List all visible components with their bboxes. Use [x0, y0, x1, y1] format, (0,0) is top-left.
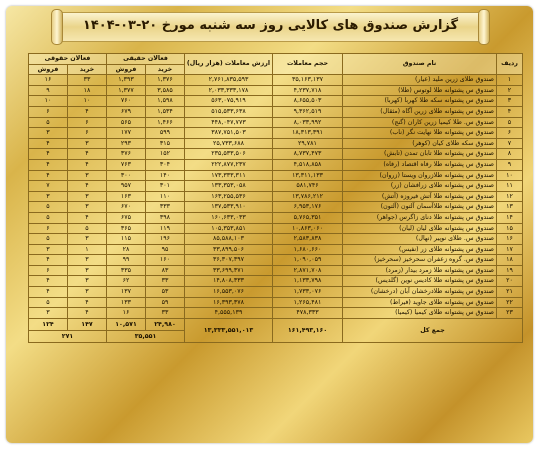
cell-value: ۱۳۷,۵۳۳,۹۱۰ — [185, 202, 273, 213]
cell-real-buy: ۵۹ — [146, 297, 185, 308]
totals-row — [29, 318, 523, 330]
cell-value: ۴۴۸,۰۴۷,۷۷۳ — [185, 117, 273, 128]
cell-legal-sell: ۷ — [29, 181, 68, 192]
cell-real-buy: ۱۹۶ — [146, 234, 185, 245]
total-real-buy: ۲۴,۹۸۰ — [146, 318, 185, 330]
totals-label: جمع کل — [343, 318, 523, 342]
header-legal-traders: فعالان حقوقی — [29, 54, 107, 65]
cell-value: ۲۳۵,۵۳۳,۵۰۶ — [185, 149, 273, 160]
cell-fund-name: صندوق س پشتوانه طلا آتش فیروزه (آتش) — [343, 191, 497, 202]
cell-fund-name: صندوق س پشتوانه طلا دنای زاگرس (جواهر) — [343, 212, 497, 223]
cell-volume: ۱,۲۶۵,۴۸۱ — [273, 297, 343, 308]
cell-legal-buy: ۳ — [68, 138, 107, 149]
table-row — [29, 138, 523, 149]
table-row — [29, 202, 523, 213]
funds-table — [28, 53, 523, 343]
cell-legal-sell: ۴ — [29, 276, 68, 287]
cell-volume: ۴,۲۳۷,۷۱۸ — [273, 85, 343, 96]
cell-legal-buy: ۳ — [68, 255, 107, 266]
table-row — [29, 170, 523, 181]
cell-volume: ۹,۳۶۲,۵۱۹ — [273, 106, 343, 117]
header-real-buy: خرید — [146, 64, 185, 75]
cell-legal-buy: ۵ — [68, 223, 107, 234]
cell-legal-sell: ۱۶ — [29, 75, 68, 86]
cell-value: ۳۸۷,۷۵۱,۵۰۳ — [185, 128, 273, 139]
cell-real-sell: ۱۳۷ — [107, 287, 146, 298]
cell-value: ۳۳,۸۹۹,۵۰۶ — [185, 244, 273, 255]
cell-fund-name: صندوق س پشتوانه طلای کیمیا (کیمیا) — [343, 308, 497, 319]
table-row — [29, 244, 523, 255]
table-row — [29, 308, 523, 319]
header-volume: حجم معاملات — [273, 54, 343, 75]
cell-value: ۱۰۵,۳۵۳,۸۵۱ — [185, 223, 273, 234]
cell-real-sell: ۱۱۵ — [107, 234, 146, 245]
cell-legal-buy: ۳ — [68, 276, 107, 287]
cell-fund-name: صندوق س پشتوانه طلای لیان (لیان) — [343, 223, 497, 234]
cell-real-buy: ۹۵ — [146, 244, 185, 255]
cell-real-sell: ۷۶۰ — [107, 96, 146, 107]
table-body — [29, 75, 523, 319]
cell-legal-buy: ۶ — [68, 128, 107, 139]
cell-legal-sell: ۴ — [29, 149, 68, 160]
cell-real-buy: ۵۹۹ — [146, 128, 185, 139]
header-legal-sell: فروش — [29, 64, 68, 75]
header-real-traders: فعالان حقیقی — [107, 54, 185, 65]
table-row — [29, 265, 523, 276]
cell-fund-name: صندوق س پشتوانه طلا کادیس نوین (گلدیس) — [343, 276, 497, 287]
cell-legal-sell: ۳ — [29, 128, 68, 139]
cell-legal-buy: ۴ — [68, 181, 107, 192]
cell-real-sell: ۹۹ — [107, 255, 146, 266]
cell-row-number: ۱۳ — [497, 202, 523, 213]
cell-volume: ۱۳,۳۱۱,۱۳۳ — [273, 170, 343, 181]
cell-fund-name: صندوق س. طلای نوپیر (نهال) — [343, 234, 497, 245]
cell-row-number: ۱۰ — [497, 170, 523, 181]
cell-fund-name: صندوق س پشتوانه طلا نهایت نگر (ناب) — [343, 128, 497, 139]
cell-legal-buy: ۴ — [68, 297, 107, 308]
cell-legal-buy: ۳۳ — [68, 75, 107, 86]
cell-real-sell: ۲۸ — [107, 244, 146, 255]
cell-fund-name: صندوق س پشتوانه طلا لوتوس (طلا) — [343, 85, 497, 96]
table-row — [29, 191, 523, 202]
cell-row-number: ۱۲ — [497, 191, 523, 202]
cell-real-buy: ۵۳ — [146, 287, 185, 298]
cell-volume: ۲,۸۷۱,۷۰۸ — [273, 265, 343, 276]
cell-legal-sell: ۶ — [29, 265, 68, 276]
cell-real-sell: ۱,۳۷۷ — [107, 85, 146, 96]
cell-value: ۲۲۲,۸۷۷,۲۳۷ — [185, 159, 273, 170]
cell-legal-sell: ۵ — [29, 212, 68, 223]
cell-fund-name: صندوق س پشتوانه طلاآسمان آلتون (آلتون) — [343, 202, 497, 213]
cell-real-sell: ۲۹۳ — [107, 138, 146, 149]
cell-legal-buy: ۴ — [68, 308, 107, 319]
table-row — [29, 159, 523, 170]
cell-real-buy: ۱,۵۳۴ — [146, 106, 185, 117]
cell-volume: ۵۸۱,۷۴۶ — [273, 181, 343, 192]
cell-fund-name: صندوق س پشتوانه طلای زرافشان (زر) — [343, 181, 497, 192]
table-row — [29, 223, 523, 234]
cell-legal-buy: ۳ — [68, 170, 107, 181]
cell-legal-sell: ۶ — [29, 106, 68, 117]
cell-volume: ۱۳,۷۸۶,۲۱۲ — [273, 191, 343, 202]
table-row — [29, 212, 523, 223]
table-row — [29, 117, 523, 128]
cell-row-number: ۱ — [497, 75, 523, 86]
cell-real-buy: ۱,۴۶۶ — [146, 117, 185, 128]
cell-value: ۱۴,۸۰۸,۳۳۳ — [185, 276, 273, 287]
table-row — [29, 297, 523, 308]
cell-value: ۱۶,۵۵۳,۰۷۶ — [185, 287, 273, 298]
cell-fund-name: صندوق س پشتوانه طلا رفاه اقتصاد (رفاه) — [343, 159, 497, 170]
cell-row-number: ۱۷ — [497, 244, 523, 255]
table-row — [29, 96, 523, 107]
cell-legal-buy: ۶ — [68, 117, 107, 128]
table-header — [29, 54, 523, 75]
cell-legal-buy: ۳ — [68, 234, 107, 245]
cell-volume: ۲۹,۷۸۱ — [273, 138, 343, 149]
cell-legal-buy: ۱ — [68, 244, 107, 255]
cell-legal-sell: ۵ — [29, 297, 68, 308]
cell-volume: ۸,۷۳۷,۴۷۳ — [273, 149, 343, 160]
cell-value: ۳۶,۳۰۷,۳۹۷ — [185, 255, 273, 266]
cell-real-buy: ۳۱۵ — [146, 138, 185, 149]
cell-legal-sell: ۵ — [29, 234, 68, 245]
cell-real-sell: ۳۳۵ — [107, 265, 146, 276]
cell-real-sell: ۱۶۳ — [107, 191, 146, 202]
cell-real-sell: ۳۶۵ — [107, 223, 146, 234]
cell-real-buy: ۳,۵۸۵ — [146, 85, 185, 96]
total-legal-sell: ۱۲۴ — [29, 318, 68, 330]
cell-real-sell: ۱۷۷ — [107, 128, 146, 139]
cell-value: ۱۳۳,۳۵۳,۰۵۸ — [185, 181, 273, 192]
cell-legal-sell: ۳ — [29, 191, 68, 202]
cell-fund-name: صندوق طلای زرین ملید (عیار) — [343, 75, 497, 86]
cell-legal-buy: ۴ — [68, 106, 107, 117]
cell-value: ۲۵,۷۳۳,۶۸۸ — [185, 138, 273, 149]
cell-real-buy: ۱۵۲ — [146, 149, 185, 160]
cell-value: ۵۱۵,۵۳۳,۶۳۸ — [185, 106, 273, 117]
header-real-sell: فروش — [107, 64, 146, 75]
total-value: ۱۳,۳۳۳,۵۵۱,۰۱۳ — [185, 318, 273, 342]
cell-real-buy: ۱,۵۹۸ — [146, 96, 185, 107]
cell-legal-sell: ۴ — [29, 287, 68, 298]
cell-value: ۸۵,۵۸۸,۱۰۳ — [185, 234, 273, 245]
cell-value: ۱۶۰,۶۳۳,۰۳۳ — [185, 212, 273, 223]
cell-legal-sell: ۵ — [29, 202, 68, 213]
cell-real-sell: ۶۷۵ — [107, 212, 146, 223]
cell-value: ۳۳,۶۹۹,۳۷۱ — [185, 265, 273, 276]
table-row — [29, 234, 523, 245]
cell-volume: ۴,۵۱۸,۸۵۸ — [273, 159, 343, 170]
cell-row-number: ۹ — [497, 159, 523, 170]
table-row — [29, 276, 523, 287]
cell-real-sell: ۱۳۳ — [107, 297, 146, 308]
cell-real-buy: ۱۱۹ — [146, 223, 185, 234]
cell-real-buy: ۳۹۸ — [146, 212, 185, 223]
cell-fund-name: صندوق س پشتوانه طلا تابان تمدن (تابش) — [343, 149, 497, 160]
cell-row-number: ۶ — [497, 128, 523, 139]
cell-fund-name: صندوق س پشتوانه طلای جاوید (فیراط) — [343, 297, 497, 308]
cell-real-sell: ۳۰۰ — [107, 170, 146, 181]
cell-real-buy: ۱۱۰ — [146, 191, 185, 202]
cell-value: ۱۶۳,۲۵۵,۵۳۶ — [185, 191, 273, 202]
legal-traders-total: ۲۷۱ — [29, 330, 107, 342]
cell-volume: ۱۰,۸۶۳,۰۶۰ — [273, 223, 343, 234]
cell-value: ۴,۵۵۵,۱۳۹ — [185, 308, 273, 319]
cell-legal-sell: ۴ — [29, 255, 68, 266]
cell-legal-sell: ۴ — [29, 170, 68, 181]
header-fund-name: نام صندوق — [343, 54, 497, 75]
cell-row-number: ۱۹ — [497, 265, 523, 276]
cell-value: ۵۶۳,۰۷۵,۹۱۹ — [185, 96, 273, 107]
cell-real-buy: ۳۳ — [146, 308, 185, 319]
cell-real-buy: ۳۰۱ — [146, 181, 185, 192]
cell-real-buy: ۳۳۳ — [146, 202, 185, 213]
cell-row-number: ۴ — [497, 106, 523, 117]
cell-volume: ۱۸,۳۱۳,۳۹۱ — [273, 128, 343, 139]
cell-row-number: ۷ — [497, 138, 523, 149]
real-traders-total: ۳۵,۵۵۱ — [107, 330, 185, 342]
report-title: گزارش صندوق های کالایی روز سه شنبه مورخ ۲۰-۰۳-۱۴۰۴ — [82, 18, 459, 33]
cell-legal-buy: ۳ — [68, 202, 107, 213]
cell-row-number: ۱۸ — [497, 255, 523, 266]
cell-value: ۱۷۳,۳۳۳,۳۱۱ — [185, 170, 273, 181]
cell-real-sell: ۷۶۳ — [107, 159, 146, 170]
cell-row-number: ۲۲ — [497, 297, 523, 308]
cell-legal-sell: ۳ — [29, 244, 68, 255]
table-row — [29, 128, 523, 139]
total-volume: ۱۶۱,۴۹۳,۱۶۰ — [273, 318, 343, 342]
total-real-sell: ۱۰,۵۷۱ — [107, 318, 146, 330]
cell-legal-buy: ۳ — [68, 191, 107, 202]
cell-real-sell: ۱,۳۹۳ — [107, 75, 146, 86]
cell-volume: ۱,۰۹۰,۰۵۹ — [273, 255, 343, 266]
header-value: ارزش معاملات (هزار ریال) — [185, 54, 273, 75]
cell-row-number: ۳ — [497, 96, 523, 107]
cell-fund-name: صندوق س. گروه زعفران سحرخیز (سحرخیز) — [343, 255, 497, 266]
report-card — [6, 6, 533, 443]
cell-real-buy: ۳۰۴ — [146, 159, 185, 170]
cell-fund-name: صندوق سکه طلای کیان (کوهر) — [343, 138, 497, 149]
cell-row-number: ۵ — [497, 117, 523, 128]
cell-row-number: ۱۴ — [497, 212, 523, 223]
cell-fund-name: صندوق س پشتوانه سکه طلا کهربا (کهربا) — [343, 96, 497, 107]
cell-row-number: ۱۶ — [497, 234, 523, 245]
cell-legal-buy: ۳ — [68, 265, 107, 276]
cell-volume: ۶,۹۵۳,۱۷۶ — [273, 202, 343, 213]
table-row — [29, 85, 523, 96]
cell-fund-name: صندوق س پشتوانه طلای زرین آگاه (مثقال) — [343, 106, 497, 117]
cell-real-buy: ۸۳ — [146, 265, 185, 276]
cell-volume: ۲,۵۸۳,۸۳۸ — [273, 234, 343, 245]
cell-fund-name: صندوق س پشتوانه طلادرخشان آبان (درخشان) — [343, 287, 497, 298]
cell-real-sell: ۶۲ — [107, 276, 146, 287]
cell-real-sell: ۵۶۵ — [107, 117, 146, 128]
cell-legal-sell: ۴ — [29, 159, 68, 170]
cell-legal-sell: ۱۰ — [29, 96, 68, 107]
cell-real-sell: ۳۷۶ — [107, 149, 146, 160]
table-row — [29, 149, 523, 160]
cell-volume: ۵,۷۶۵,۳۵۱ — [273, 212, 343, 223]
title-banner — [58, 12, 483, 42]
cell-legal-buy: ۴ — [68, 212, 107, 223]
cell-legal-buy: ۱۸ — [68, 85, 107, 96]
cell-row-number: ۲۳ — [497, 308, 523, 319]
header-legal-buy: خرید — [68, 64, 107, 75]
cell-row-number: ۲۰ — [497, 276, 523, 287]
cell-real-sell: ۶۷۹ — [107, 106, 146, 117]
cell-real-buy: ۳۳ — [146, 276, 185, 287]
total-legal-buy: ۱۴۷ — [68, 318, 107, 330]
cell-legal-buy: ۳ — [68, 287, 107, 298]
cell-volume: ۸,۰۳۳,۹۹۲ — [273, 117, 343, 128]
cell-legal-sell: ۵ — [29, 117, 68, 128]
table-row — [29, 287, 523, 298]
cell-value: ۱۶,۳۹۳,۳۷۸ — [185, 297, 273, 308]
cell-fund-name: صندوق س پشتوانه طلای زر (نفیس) — [343, 244, 497, 255]
cell-volume: ۱,۶۸۰,۶۶۰ — [273, 244, 343, 255]
cell-fund-name: صندوق س پشتوانه طلا زمرد بیدار (زمرد) — [343, 265, 497, 276]
cell-fund-name: صندوق س. طلا کیمیا زرین کاران (گنج) — [343, 117, 497, 128]
cell-legal-sell: ۶ — [29, 223, 68, 234]
cell-row-number: ۱۵ — [497, 223, 523, 234]
cell-legal-buy: ۱۰ — [68, 96, 107, 107]
table-row — [29, 106, 523, 117]
cell-row-number: ۲۱ — [497, 287, 523, 298]
cell-real-sell: ۶۷۰ — [107, 202, 146, 213]
cell-row-number: ۲ — [497, 85, 523, 96]
cell-volume: ۸,۶۵۵,۵۰۳ — [273, 96, 343, 107]
cell-legal-sell: ۹ — [29, 85, 68, 96]
cell-volume: ۱,۱۳۳,۷۹۸ — [273, 276, 343, 287]
cell-value: ۲,۷۶۱,۸۳۵,۵۹۳ — [185, 75, 273, 86]
cell-volume: ۴۷۸,۳۳۳ — [273, 308, 343, 319]
table-row — [29, 255, 523, 266]
cell-volume: ۱,۷۳۳,۰۷۶ — [273, 287, 343, 298]
cell-fund-name: صندوق س پشتوانه طلازروان ویستا (زروان) — [343, 170, 497, 181]
header-row-number: ردیف — [497, 54, 523, 75]
cell-real-buy: ۱۴۰ — [146, 170, 185, 181]
cell-real-sell: ۱۶ — [107, 308, 146, 319]
cell-legal-sell: ۴ — [29, 138, 68, 149]
cell-legal-buy: ۴ — [68, 159, 107, 170]
cell-legal-buy: ۴ — [68, 149, 107, 160]
table-row — [29, 75, 523, 86]
cell-row-number: ۸ — [497, 149, 523, 160]
cell-value: ۲,۰۳۳,۳۳۳,۱۷۸ — [185, 85, 273, 96]
table-footer — [29, 318, 523, 342]
cell-legal-sell: ۳ — [29, 308, 68, 319]
cell-real-buy: ۱۶۰ — [146, 255, 185, 266]
cell-volume: ۳۵,۱۶۳,۱۳۷ — [273, 75, 343, 86]
table-row — [29, 181, 523, 192]
cell-real-buy: ۱,۳۷۶ — [146, 75, 185, 86]
cell-row-number: ۱۱ — [497, 181, 523, 192]
cell-real-sell: ۹۵۷ — [107, 181, 146, 192]
